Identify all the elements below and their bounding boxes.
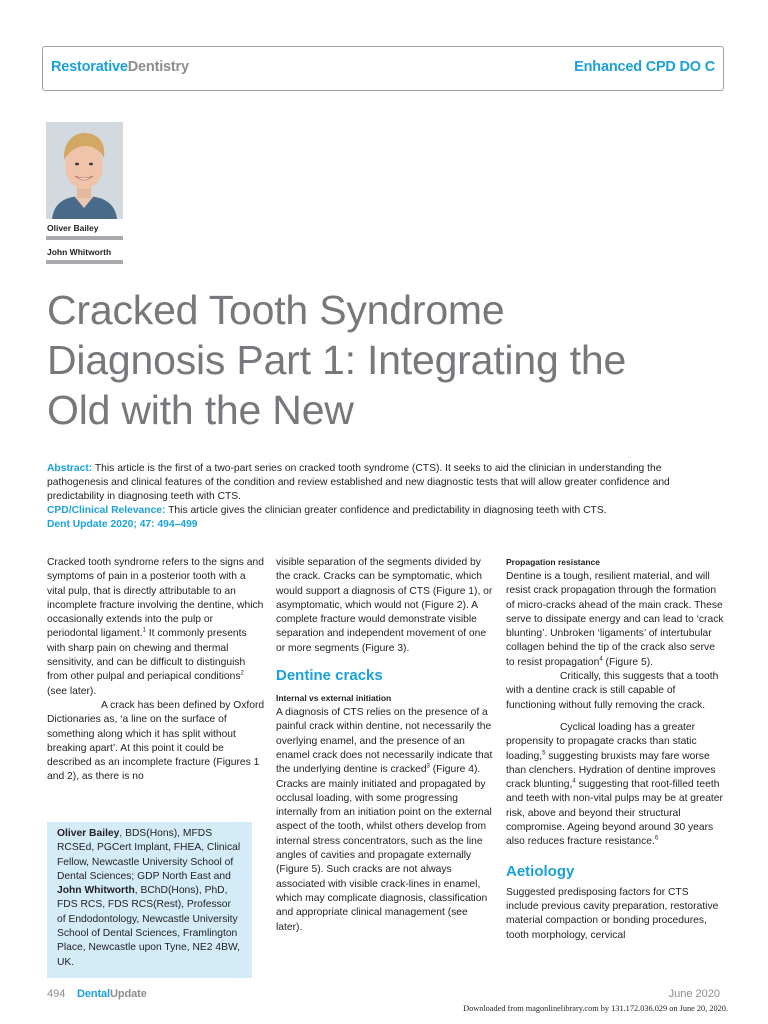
publication-part2: Update <box>110 988 147 1000</box>
citation: Dent Update 2020; 47: 494–499 <box>47 519 198 530</box>
reference: 1 <box>142 628 146 635</box>
bio-name-1: Oliver Bailey <box>57 828 120 839</box>
paragraph: visible separation of the segments divided by the crack. Cracks can be symptomatic, which would support a diagnosis of CTS (Figure 1), or asymptomatic, which would not (Figure 2). A complete fracture would demonstrate visible separation and independent movement of one or more segments (Figure 3). <box>276 557 493 654</box>
column-2 <box>276 556 494 935</box>
column-3 <box>506 556 724 943</box>
text: A diagnosis of CTS relies on the presence of a painful crack within dentine, not necessarily the overlying enamel, and the presence of an enamel crack does not necessarily indicate that the underlying dentine is cracked <box>276 707 493 776</box>
paragraph <box>47 556 265 699</box>
bio-text-2: , BChD(Hons), PhD, FDS RCS, FDS RCS(Rest), Professor of Endodontology, Newcastle University School of Dental Sciences, Framlington Place, Newcastle upon Tyne, NE2 4BW, UK. <box>57 885 240 968</box>
text: (Figure 5). <box>602 656 654 668</box>
reference: 3 <box>426 763 430 770</box>
reference: 2 <box>240 670 244 677</box>
text: (Figure 4). Cracks are mainly initiated and propagated by occlusal loading, with some progressing internally from an initiation point on the external aspect of the tooth, whilst others develop from internal stress concentrators, such as the line angles of cavities and propagate externally (Figure 5). Such cracks are not always associated with visible crack-lines in enamel, which may complicate diagnosis, classification and appropriate clinical management (see later). <box>276 764 492 933</box>
title-line: Old with the New <box>47 387 354 433</box>
author-bio-box <box>47 822 252 978</box>
paragraph: Suggested predisposing factors for CTS include previous cavity preparation, restorative material compaction or bonding procedures, tooth morphology, cervical <box>506 886 719 941</box>
abstract-text: This article is the first of a two-part series on cracked tooth syndrome (CTS). It seeks to aid the clinician in understanding the <box>92 463 662 474</box>
paragraph <box>506 721 724 850</box>
issue-date: June 2020 <box>668 988 720 1000</box>
title-line: Cracked Tooth Syndrome <box>47 287 505 333</box>
article-title <box>47 285 737 435</box>
abstract-line <box>47 462 727 476</box>
brand-part2: Dentistry <box>127 59 189 75</box>
author-name-2: John Whitworth <box>47 247 112 257</box>
author-divider-2 <box>46 260 123 264</box>
section-heading: Aetiology <box>506 862 575 880</box>
text: Cracked tooth syndrome refers to the signs and symptoms of pain in a posterior tooth with a vital pulp, that is directly attributable to an incomplete fracture involving the dentine, which occasionally extends into the pulp or periodontal ligament. <box>47 557 264 640</box>
column-1 <box>47 556 265 785</box>
relevance-label: CPD/Clinical Relevance: <box>47 505 166 516</box>
paragraph <box>276 706 494 935</box>
abstract-line: pathogenesis and clinical features of the condition and review established and new diagnostic tests that will allow greater confidence and <box>47 477 670 488</box>
section-brand <box>51 59 189 75</box>
text: Cyclical loading has a greater propensity to propagate cracks than static loading, <box>506 721 697 762</box>
text: (see later). <box>47 685 97 697</box>
abstract-label: Abstract: <box>47 463 93 474</box>
subheading: Internal vs external initiation <box>276 693 392 704</box>
paragraph <box>506 570 724 670</box>
journal-header <box>42 46 724 91</box>
section-heading: Dentine cracks <box>276 667 383 685</box>
text: suggesting that root-filled teeth and teeth with non-vital pulps may be at greater risk, above and beyond their structural compromise. Ageing beyond around 30 years also reduces fracture resistance. <box>506 779 723 848</box>
reference: 4 <box>599 656 603 663</box>
reference: 4 <box>572 778 576 785</box>
download-note: Downloaded from magonlinelibrary.com by 131.172.036.029 on June 20, 2020. <box>463 1004 728 1013</box>
abstract-line: predictability in diagnosing teeth with CTS. <box>47 491 242 502</box>
cpd-label: Enhanced CPD DO C <box>574 59 715 75</box>
paragraph: Critically, this suggests that a tooth with a dentine crack is still capable of functioning without fully removing the crack. <box>506 671 719 711</box>
title-line: Diagnosis Part 1: Integrating the <box>47 337 627 383</box>
reference: 6 <box>654 835 659 842</box>
publication-part1: Dental <box>77 988 111 1000</box>
subheading: Propagation resistance <box>506 557 601 567</box>
brand-part1: Restorative <box>51 59 128 75</box>
author-name-1: Oliver Bailey <box>47 223 99 233</box>
author-divider-1 <box>46 236 123 240</box>
paragraph: A crack has been defined by Oxford Dictionaries as, ‘a line on the surface of something along which it has split without breaking apart’. At this point it could be described as an incomplete fracture (Figures 1 and 2), as there is no <box>47 699 265 783</box>
abstract-block <box>47 462 727 532</box>
author-photo <box>46 122 123 219</box>
bio-name-2: John Whitworth <box>57 885 135 897</box>
text: suggesting bruxists may fare worse than clenchers. Hydration of dentine improves crack blunting, <box>506 750 716 791</box>
reference: 5 <box>542 750 546 757</box>
clinical-relevance <box>47 504 727 518</box>
bio-text-1: , BDS(Hons), MFDS RCSEd, PGCert Implant, FHEA, Clinical Fellow, Newcastle University School of Dental Sciences; GDP North East and <box>57 828 241 882</box>
text: Dentine is a tough, resilient material, and will resist crack propagation through the formation of micro-cracks ahead of the main crack. These serve to dissipate energy and can lead to ‘crack blunting’. Unbroken ‘ligaments’ of intertubular collagen behind the tip of the crack also serve to resist propagation <box>506 571 724 668</box>
page-number: 494 <box>47 988 66 1000</box>
publication-name <box>77 988 147 1000</box>
text: It commonly presents with sharp pain on chewing and thermal sensitivity, and can be difficult to distinguish from other pulpal and periapical conditions <box>47 628 247 683</box>
relevance-text: This article gives the clinician greater confidence and predictability in diagnosing teeth with CTS. <box>165 505 607 516</box>
